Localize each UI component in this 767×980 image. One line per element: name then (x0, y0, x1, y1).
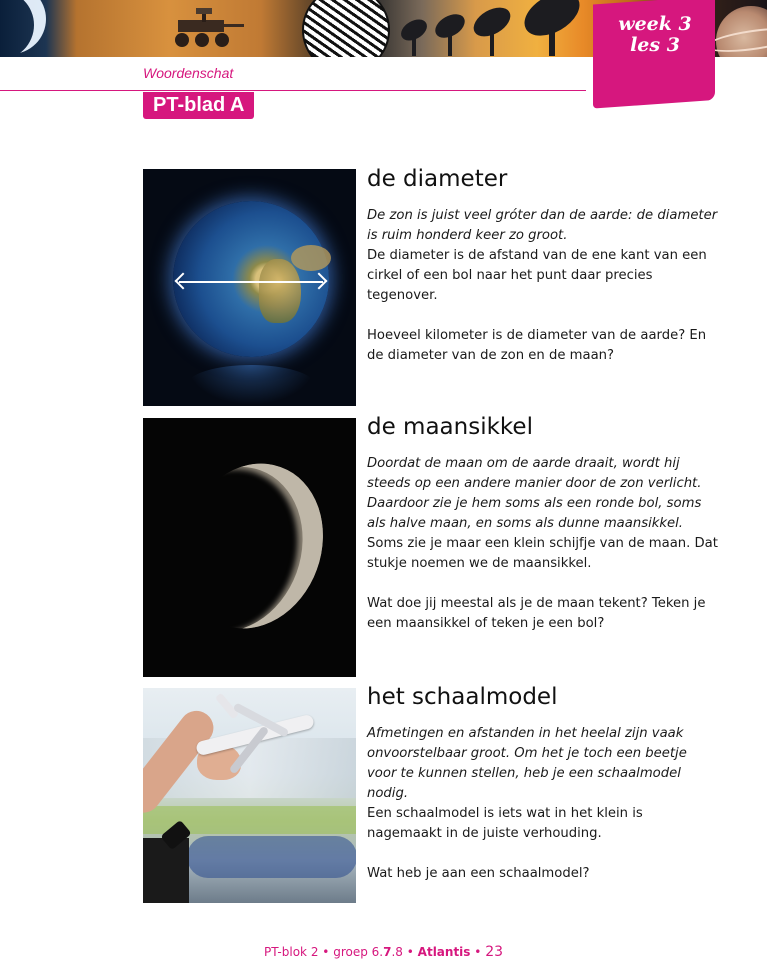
entry-definition: Een schaalmodel is iets wat in het klein is nagemaakt in de juiste verhouding. (367, 806, 643, 841)
crescent-moon-image (0, 0, 46, 54)
page-number: 23 (485, 944, 504, 960)
earth-globe (173, 201, 329, 357)
divider-right (130, 90, 586, 91)
double-arrow-icon (179, 281, 323, 283)
entry-title-maansikkel: de maansikkel (367, 414, 533, 440)
blurred-airplane (187, 836, 356, 878)
section-label: Woordenschat (143, 65, 234, 81)
footer-separator: • (322, 945, 330, 959)
entry-question: Wat doe jij meestal als je de maan tekent? Teken je een maansikkel of teken je een bol? (367, 596, 706, 631)
entry-example: De zon is juist veel gróter dan de aarde: de diameter is ruim honderd keer zo groot. (367, 208, 718, 243)
model-airplane-image (143, 688, 356, 903)
entry-body-maansikkel (367, 454, 719, 634)
footer-separator: • (474, 945, 482, 959)
footer-groep: groep 6.7.8 (333, 945, 403, 959)
footer-brand: Atlantis (417, 945, 471, 959)
lesson-label: les 3 (630, 34, 680, 56)
entry-definition: De diameter is de afstand van de ene kant van een cirkel of een bol naar het punt daar precies tegenover. (367, 248, 707, 303)
mars-rover-image (162, 8, 248, 50)
footer-separator: • (406, 945, 414, 959)
entry-title-schaalmodel: het schaalmodel (367, 684, 558, 710)
entry-body-diameter (367, 206, 719, 366)
entry-body-schaalmodel (367, 724, 719, 884)
footer-groep-current: 7 (383, 945, 392, 959)
radio-telescopes-image (392, 0, 602, 57)
week-label: week 3 (618, 13, 692, 35)
worksheet-badge: PT-blad A (143, 92, 254, 119)
entry-definition: Soms zie je maar een klein schijfje van de maan. Dat stukje noemen we de maansikkel. (367, 536, 718, 571)
divider-left (0, 90, 130, 91)
page-footer (0, 944, 767, 960)
earth-reflection (187, 365, 315, 405)
entry-question: Wat heb je aan een schaalmodel? (367, 866, 590, 881)
week-lesson-label (600, 14, 710, 56)
entry-example: Doordat de maan om de aarde draait, wordt hij steeds op een andere manier door de zon verlicht. Daardoor zie je hem soms als een ronde bol, soms als halve maan, en soms als dunne maansikkel. (367, 456, 702, 531)
footer-block: PT-blok 2 (263, 945, 319, 959)
sketched-planet-image (302, 0, 390, 57)
entry-question: Hoeveel kilometer is de diameter van de aarde? En de diameter van de zon en de maan? (367, 328, 707, 363)
sleeve (143, 838, 189, 903)
crescent-moon (158, 443, 345, 648)
continent-africa (259, 259, 301, 323)
entry-title-diameter: de diameter (367, 166, 508, 192)
entry-example: Afmetingen en afstanden in het heelal zijn vaak onvoorstelbaar groot. Om het je toch een beetje voor te kunnen stellen, heb je een schaalmodel nodig. (367, 726, 687, 801)
moon-image (143, 418, 356, 677)
earth-image (143, 169, 356, 406)
continent-europe (291, 245, 331, 271)
